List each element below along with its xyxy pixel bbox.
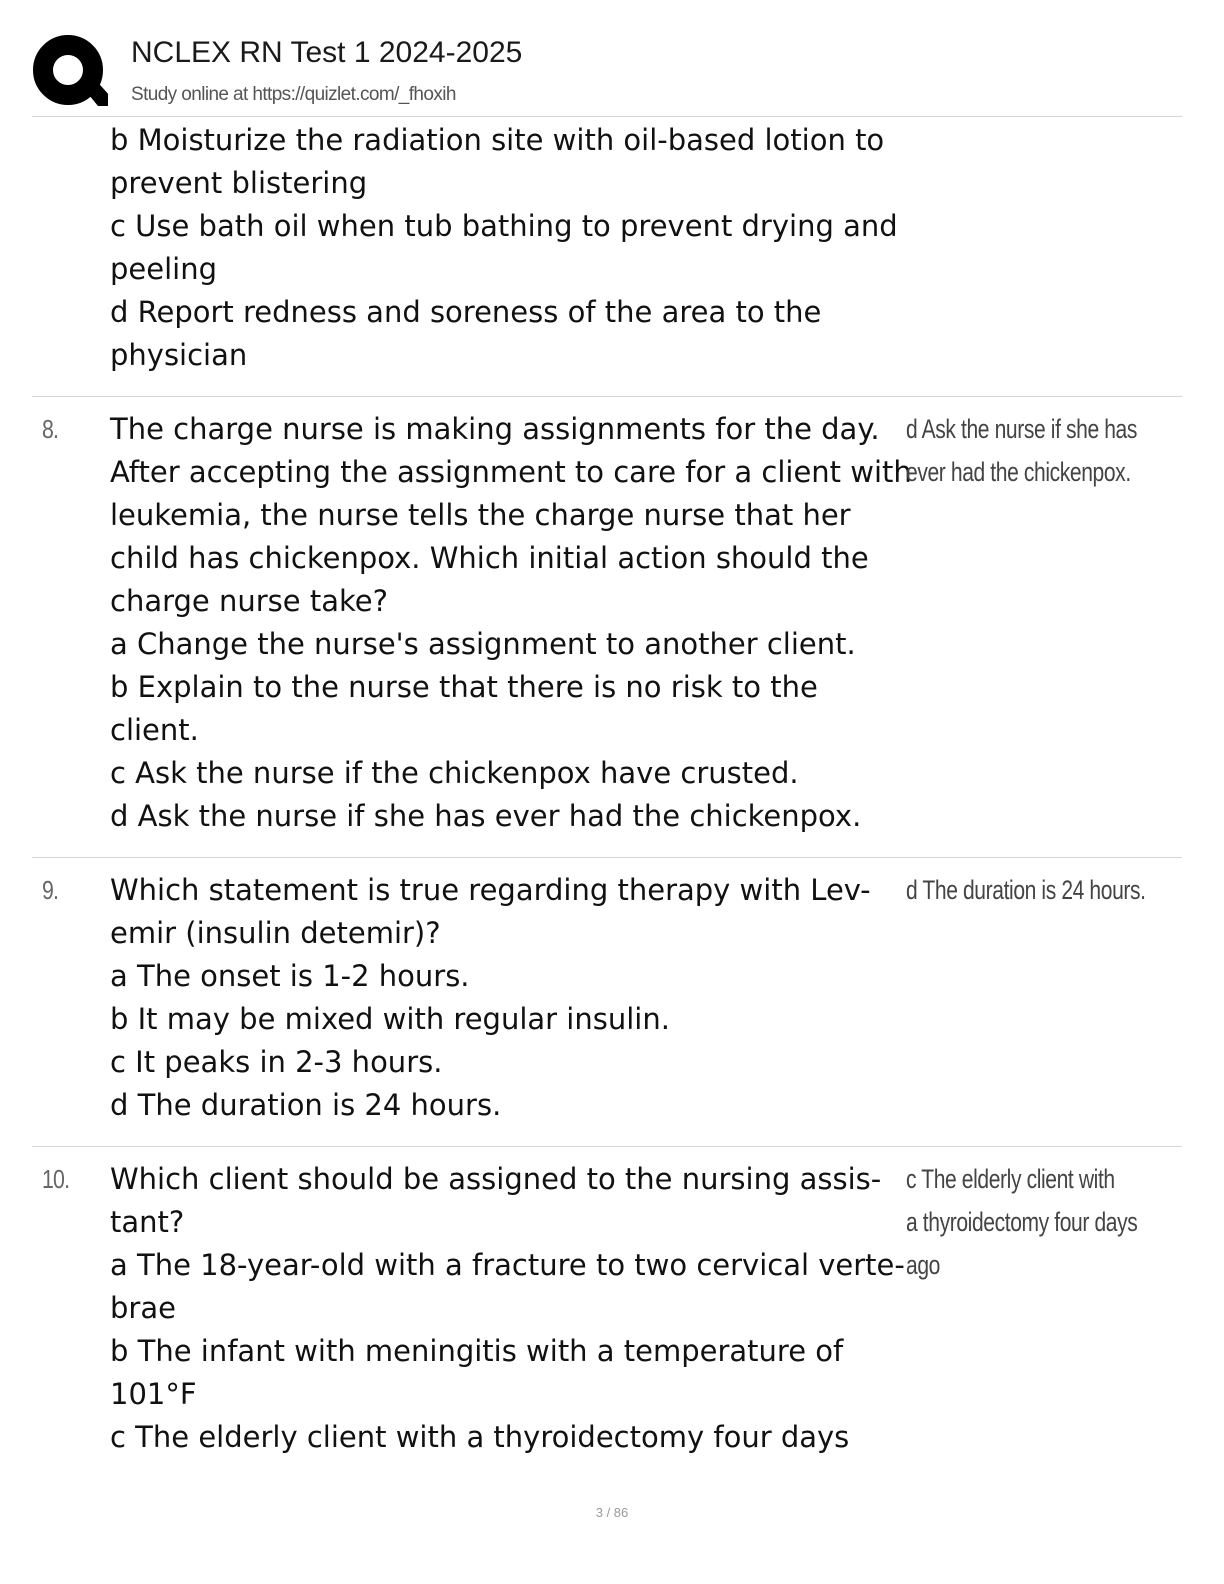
option-line: d Report redness and soreness of the area to the	[110, 295, 822, 329]
question-text	[110, 869, 910, 1127]
question-line: Which client should be assigned to the nursing assis-	[110, 1162, 882, 1196]
divider	[32, 396, 1182, 397]
option-line: b The infant with meningitis with a temperature of	[110, 1334, 844, 1368]
option-line: c Use bath oil when tub bathing to prevent drying and	[110, 209, 898, 243]
question-number: 8.	[42, 414, 59, 444]
option-line: a The onset is 1-2 hours.	[110, 959, 470, 993]
option-line: c Ask the nurse if the chickenpox have crusted.	[110, 756, 799, 790]
option-line: client.	[110, 713, 199, 747]
option-line: c It peaks in 2-3 hours.	[110, 1045, 443, 1079]
option-line: 101°F	[110, 1377, 197, 1411]
question-text	[110, 408, 910, 838]
option-line: prevent blistering	[110, 166, 368, 200]
option-line: a Change the nurse's assignment to another client.	[110, 627, 856, 661]
divider	[32, 116, 1182, 117]
option-line: b Explain to the nurse that there is no risk to the	[110, 670, 818, 704]
question-number: 10.	[42, 1164, 70, 1194]
answer-text	[906, 869, 1182, 912]
question-line: emir (insulin detemir)?	[110, 916, 441, 950]
question-line: leukemia, the nurse tells the charge nurse that her	[110, 498, 851, 532]
answer-line: a thyroidectomy four days	[906, 1207, 1138, 1237]
option-line: c The elderly client with a thyroidectomy four days	[110, 1420, 850, 1454]
document-header	[32, 28, 1182, 116]
question-line: tant?	[110, 1205, 185, 1239]
answer-line: d The duration is 24 hours.	[906, 875, 1146, 905]
option-line: physician	[110, 338, 248, 372]
divider	[32, 857, 1182, 858]
document-title: NCLEX RN Test 1 2024-2025	[131, 36, 523, 69]
question-line: After accepting the assignment to care for a client with	[110, 455, 912, 489]
question-line: The charge nurse is making assignments for the day.	[110, 412, 880, 446]
answer-line: ago	[906, 1250, 940, 1280]
question-line: child has chickenpox. Which initial action should the	[110, 541, 869, 575]
page-number: 3 / 86	[595, 1505, 629, 1520]
question-text	[110, 119, 910, 377]
study-online-link[interactable]: Study online at https://quizlet.com/_fhoxih	[131, 84, 456, 105]
option-line: d The duration is 24 hours.	[110, 1088, 502, 1122]
option-line: brae	[110, 1291, 176, 1325]
question-line: Which statement is true regarding therapy with Lev-	[110, 873, 871, 907]
question-number: 9.	[42, 875, 59, 905]
quizlet-q-logo-icon	[32, 34, 108, 110]
answer-line: ever had the chickenpox.	[906, 457, 1131, 487]
divider	[32, 1146, 1182, 1147]
option-line: peeling	[110, 252, 217, 286]
answer-line: d Ask the nurse if she has	[906, 414, 1138, 444]
answer-text	[906, 1158, 1182, 1287]
question-text	[110, 1158, 910, 1459]
question-line: charge nurse take?	[110, 584, 388, 618]
option-line: a The 18-year-old with a fracture to two cervical verte-	[110, 1248, 905, 1282]
option-line: b Moisturize the radiation site with oil-based lotion to	[110, 123, 885, 157]
option-line: b It may be mixed with regular insulin.	[110, 1002, 670, 1036]
option-line: d Ask the nurse if she has ever had the chickenpox.	[110, 799, 862, 833]
answer-text	[906, 408, 1182, 494]
answer-line: c The elderly client with	[906, 1164, 1115, 1194]
